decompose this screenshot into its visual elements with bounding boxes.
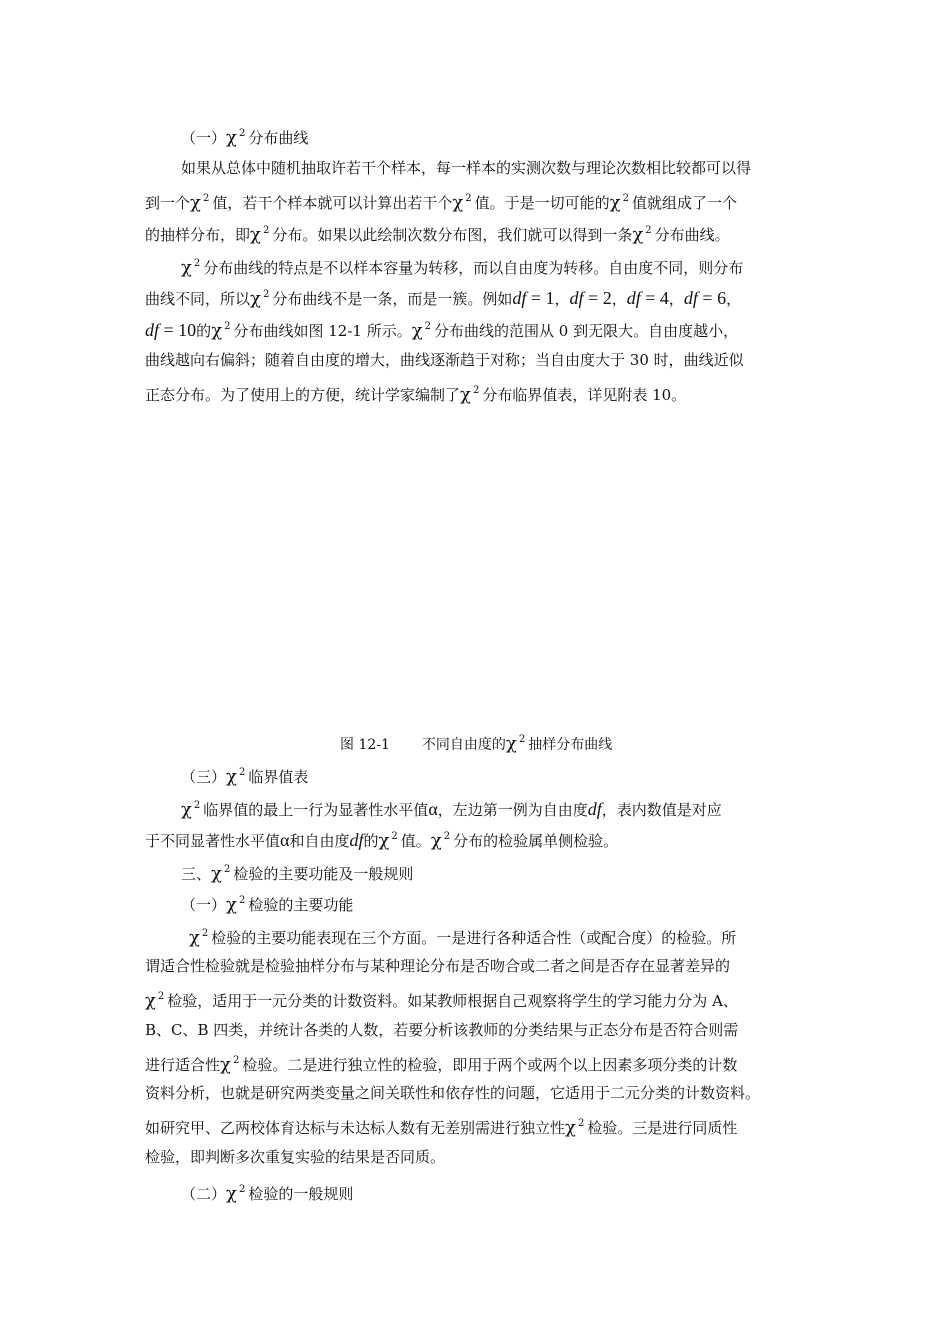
df-symbol: df bbox=[349, 830, 364, 850]
section-heading-main-functions: （一）χ $^2$ 检验的主要功能 bbox=[181, 894, 354, 915]
chi-symbol: χ bbox=[452, 192, 464, 213]
paragraph-line: χ $^2$ 分布曲线的特点是不以样本容量为转移，而以自由度为转移。自由度不同，则分布 bbox=[181, 257, 744, 278]
figure-caption: 图 12-1 不同自由度的χ $^2$ 抽样分布曲线 bbox=[340, 733, 613, 754]
paragraph-line: 正态分布。为了使用上的方便，统计学家编制了χ $^2$ 分布临界值表，详见附表 10。 bbox=[145, 384, 687, 405]
section-heading-general-rules: （二）χ $^2$ 检验的一般规则 bbox=[181, 1183, 354, 1204]
df-equation: df = 4 bbox=[626, 288, 669, 308]
chi-symbol: χ bbox=[211, 863, 222, 884]
chi-symbol: χ bbox=[220, 1054, 231, 1075]
chi-symbol: χ bbox=[181, 799, 192, 820]
chi-symbol: χ bbox=[250, 288, 261, 309]
section-heading-critical-table: （三）χ $^2$ 临界值表 bbox=[181, 766, 309, 787]
paragraph-line: 资料分析，也就是研究两类变量之间关联性和依存性的问题，它适用于二元分类的计数资料。 bbox=[145, 1084, 761, 1102]
chi-symbol: χ bbox=[378, 830, 390, 851]
chi-symbol: χ bbox=[460, 384, 471, 405]
df-equation: df = 1 bbox=[512, 288, 555, 308]
paragraph-line: 谓适合性检验就是检验抽样分布与某种理论分布是否吻合或二者之间是否存在显著差异的 bbox=[145, 957, 731, 975]
section-heading-chi-square-curve: （一）χ $^2$ 分布曲线 bbox=[181, 127, 309, 148]
alpha-symbol: α bbox=[280, 830, 290, 850]
chi-symbol: χ bbox=[189, 927, 200, 948]
chi-symbol: χ bbox=[226, 1183, 237, 1204]
chi-symbol: χ bbox=[211, 320, 223, 341]
chi-symbol: χ bbox=[505, 733, 517, 754]
chi-symbol: χ bbox=[250, 224, 261, 245]
chi-symbol: χ bbox=[430, 830, 442, 851]
part-heading: 三、χ $^2$ 检验的主要功能及一般规则 bbox=[181, 863, 414, 884]
alpha-symbol: α bbox=[428, 799, 438, 819]
paragraph-line: 的抽样分布，即χ $^2$ 分布。如果以此绘制次数分布图，我们就可以得到一条χ $^2$ 分布曲线。 bbox=[145, 224, 730, 245]
chi-symbol: χ bbox=[145, 990, 156, 1011]
df-symbol: df bbox=[587, 799, 602, 819]
paragraph-line: 如研究甲、乙两校体育达标与未达标人数有无差别需进行独立性χ $^2$ 检验。三是进行同质性 bbox=[145, 1117, 738, 1138]
paragraph-line: 到一个χ $^2$ 值，若干个样本就可以计算出若干个χ $^2$ 值。于是一切可能的χ $^2$ 值就组成了一个 bbox=[145, 192, 737, 213]
df-equation: df = 2 bbox=[569, 288, 612, 308]
paragraph-line: 于不同显著性水平值α和自由度df的χ $^2$ 值。χ $^2$ 分布的检验属单侧检验。 bbox=[145, 830, 619, 851]
chi-symbol: χ bbox=[181, 257, 192, 278]
chi-symbol: χ bbox=[609, 192, 621, 213]
chi-symbol: χ bbox=[226, 894, 237, 915]
paragraph-line: χ $^2$ 检验，适用于一元分类的计数资料。如某教师根据自己观察将学生的学习能力分为 A、 bbox=[145, 990, 738, 1011]
df-equation: df = 6 bbox=[683, 288, 727, 308]
paragraph-line: χ $^2$ 检验的主要功能表现在三个方面。一是进行各种适合性（或配合度）的检验。所 bbox=[189, 927, 737, 948]
paragraph-line: df = 10的χ $^2$ 分布曲线如图 12-1 所示。χ $^2$ 分布曲线的范围从 0 到无限大。自由度越小， bbox=[145, 320, 739, 341]
paragraph-line: B、C、B 四类，并统计各类的人数，若要分析该教师的分类结果与正态分布是否符合则需 bbox=[145, 1021, 739, 1039]
chi-symbol: χ bbox=[226, 127, 237, 148]
chi-symbol: χ bbox=[565, 1117, 576, 1138]
paragraph-line: 如果从总体中随机抽取许若干个样本，每一样本的实测次数与理论次数相比较都可以得 bbox=[181, 159, 752, 177]
paragraph-line: 检验，即判断多次重复实验的结果是否同质。 bbox=[145, 1148, 446, 1166]
chi-symbol: χ bbox=[632, 224, 644, 245]
paragraph-line: 曲线越向右偏斜；随着自由度的增大，曲线逐渐趋于对称；当自由度大于 30 时，曲线近似 bbox=[145, 351, 744, 369]
paragraph-line: 进行适合性χ $^2$ 检验。二是进行独立性的检验，即用于两个或两个以上因素多项分类的计数 bbox=[145, 1054, 738, 1075]
chi-symbol: χ bbox=[226, 766, 237, 787]
paragraph-line: 曲线不同，所以χ $^2$ 分布曲线不是一条，而是一簇。例如df = 1，df = 2，df = 4，df = 6， bbox=[145, 288, 742, 309]
df-equation: df = 10 bbox=[145, 320, 197, 340]
figure-area bbox=[145, 420, 805, 720]
paragraph-line: χ $^2$ 临界值的最上一行为显著性水平值α，左边第一例为自由度df，表内数值是对应 bbox=[181, 799, 722, 820]
chi-symbol: χ bbox=[411, 320, 423, 341]
chi-symbol: χ bbox=[190, 192, 201, 213]
